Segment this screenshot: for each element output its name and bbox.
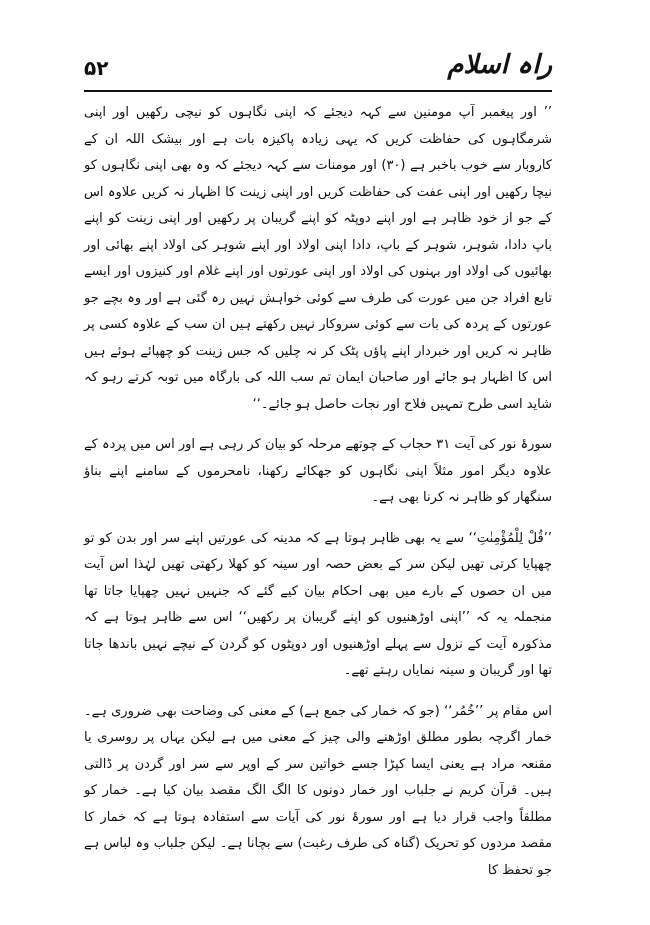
body-paragraph: اس مقام پر ’’خُمُر‘‘ (جو کہ خمار کی جمع ہے) کے معنی کی وضاحت بھی ضروری ہے۔ خمار اگرچہ بطور مطلق اوڑھنے والی چیز کے معنی میں ہے لیکن یہاں پر روسری یا مقنعہ مراد ہے یعنی ایسا کپڑا جسے خواتین سر کے اوپر سے سر اور گردن پر ڈالتی ہیں۔ قرآن کریم نے جلباب اور خمار دونوں کا الگ الگ مقصد بیان کیا ہے۔ خمار کو مطلقاً واجب قرار دیا ہے اور سورۂ نور کی آیات سے استفادہ ہوتا ہے کہ خمار کا مقصد مردوں کو تحریک (گناہ کی طرف رغبت) سے بچانا ہے۔ لیکن جلباب وہ لباس ہے جو تحفظ کا xyxy=(84,703,552,878)
book-title: راہ اسلام xyxy=(447,50,552,80)
paragraph-spacer xyxy=(84,512,552,526)
paragraph-spacer xyxy=(84,418,552,432)
page-number: ۵۲ xyxy=(84,56,109,80)
paragraph-spacer xyxy=(84,685,552,699)
header-divider xyxy=(84,90,552,92)
page-header xyxy=(84,50,552,90)
page-body xyxy=(84,100,552,884)
body-paragraph: ’’قُلْ لِلْمُؤْمِنٰتِ‘‘ سے یہ بھی ظاہر ہوتا ہے کہ مدینہ کی عورتیں اپنے سر اور بدن کو تو چھپایا کرتی تھیں لیکن سر کے بعض حصہ اور سینہ کو کھلا رکھتی تھیں لہٰذا اس آیت میں ان حصوں کے بارے میں بھی احکام بیان کیے گئے کہ جنہیں نہیں چھپایا جاتا تھا منجملہ یہ کہ ’’اپنی اوڑھنیوں کو اپنے گریبان پر رکھیں‘‘ اس سے ظاہر ہوتا ہے کہ مذکورہ آیت کے نزول سے پہلے اوڑھنیوں اور دوپٹوں کو گردن کے نیچے نہیں باندھا جاتا تھا اور گریبان و سینہ نمایاں رہتے تھے۔ xyxy=(84,530,552,678)
body-paragraph: سورۂ نور کی آیت ۳۱ حجاب کے چوتھے مرحلہ کو بیان کر رہی ہے اور اس میں پردہ کے علاوہ دیگر امور مثلاً اپنی نگاہوں کو جھکائے رکھنا، نامحرموں کے سامنے اپنے بناؤ سنگھار کو ظاہر نہ کرنا بھی ہے۔ xyxy=(84,437,552,505)
quran-translation-paragraph: ’’ اور پیغمبر آپ مومنین سے کہہ دیجئے کہ اپنی نگاہوں کو نیچی رکھیں اور اپنی شرمگاہوں کی حفاظت کریں کہ یہی زیادہ پاکیزہ بات ہے اور بیشک اللہ ان کے کاروبار سے خوب باخبر ہے (۳۰) اور مومنات سے کہہ دیجئے کہ وہ بھی اپنی نگاہوں کو نیچا رکھیں اور اپنی عفت کی حفاظت کریں اور اپنی زینت کا اظہار نہ کریں علاوہ اس کے جو از خود ظاہر ہے اور اپنے دوپٹہ کو اپنے گریبان پر رکھیں اور اپنی زینت کو اپنے باپ دادا، شوہر، شوہر کے باپ، دادا اپنی اولاد اور اپنے شوہر کی اولاد اپنے بھائی اور بھائیوں کی اولاد اور بہنوں کی اولاد اور اپنی عورتوں اور اپنے غلام اور کنیزوں اور ایسے تابع افراد جن میں عورت کی طرف سے کوئی خواہش نہیں رہ گئی ہے اور وہ بچے جو عورتوں کے پردہ کی بات سے کوئی سروکار نہیں رکھتے ہیں ان سب کے علاوہ کسی پر ظاہر نہ کریں اور خبردار اپنے پاؤں پٹک کر نہ چلیں کہ جس زینت کو چھپائے ہوئے ہیں اس کا اظہار ہو جائے اور صاحبان ایمان تم سب اللہ کی بارگاہ میں توبہ کرتے رہو کہ شاید اسی طرح تمہیں فلاح اور نجات حاصل ہو جائے۔‘‘ xyxy=(84,105,552,412)
